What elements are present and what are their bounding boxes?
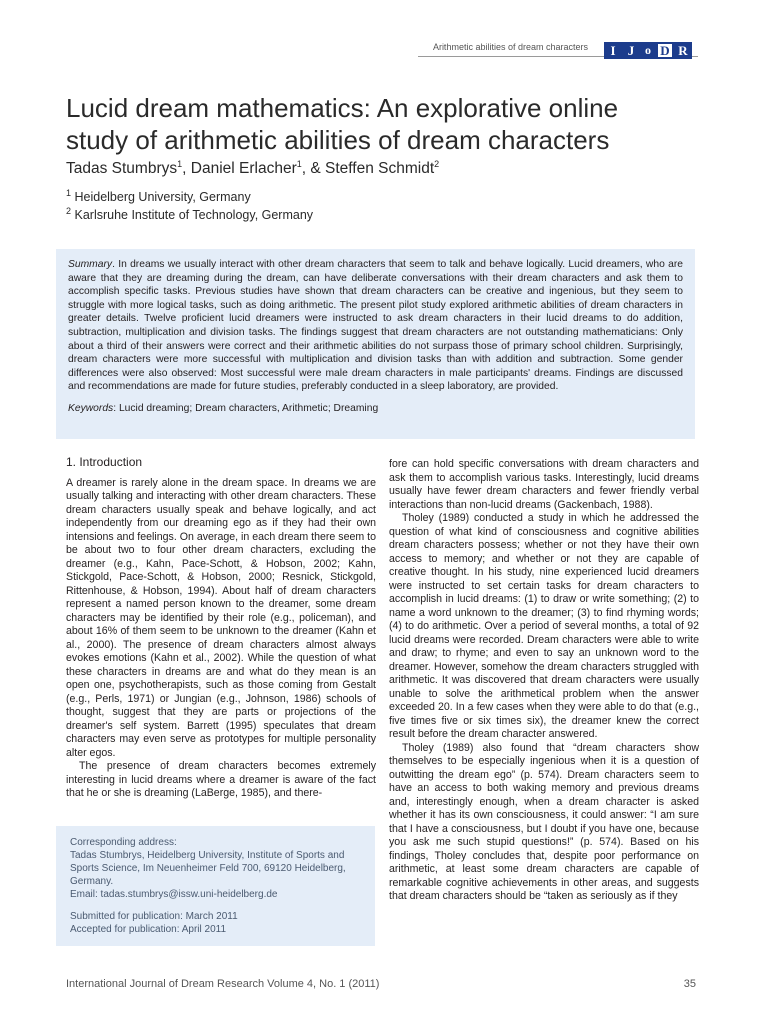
journal-footer: International Journal of Dream Research Volume 4, No. 1 (2011) bbox=[66, 978, 380, 990]
keywords-label: Keywords bbox=[68, 402, 114, 414]
affiliation-1 bbox=[66, 188, 251, 204]
author-2: , Daniel Erlacher bbox=[182, 160, 297, 178]
article-title bbox=[66, 92, 716, 156]
author-1-sup: 1 bbox=[177, 159, 183, 169]
accepted-date: Accepted for publication: April 2011 bbox=[70, 924, 227, 935]
logo-letter-d: D bbox=[656, 42, 674, 59]
right-paragraph-3: Tholey (1989) also found that “dream characters show themselves to be especially ingenious when it is a question of outwitting the dream ego” (p. 574). Dream characters seem to have an access to both waking memory and previous dreams and, interestingly enough, when a dream character is asked whether it has its own consciousness, it could answer: “I am sure that I have a consciousness, but I doubt if you have one, because you ask me such stupid questions!” (p. 574). Based on his findings, Tholey concludes that, despite poor performance on arithmetic, at least some dream characters are capable of remarkable cognitive achievements in other areas, and suggests that dream characters should be “taken as seriously as if they bbox=[389, 741, 699, 902]
correspondence-spacer bbox=[70, 901, 361, 910]
summary-box bbox=[56, 249, 695, 439]
logo-letter-r: R bbox=[674, 42, 692, 59]
running-head: Arithmetic abilities of dream characters bbox=[432, 42, 588, 52]
keywords-paragraph bbox=[68, 402, 683, 416]
correspondence-label: Corresponding address: bbox=[70, 837, 177, 848]
correspondence-address: Tadas Stumbrys, Heidelberg University, Institute of Sports and Sports Science, Im Neuenheimer Feld 700, 69120 Heidelberg, Germany. bbox=[70, 850, 346, 887]
right-paragraph-1: fore can hold specific conversations with dream characters and ask them to accomplish various tasks. Interestingly, lucid dreams usually have fewer dream characters and fewer friendly verbal interactions than non-lucid dreams (Gackenbach, 1988). bbox=[389, 458, 699, 511]
author-3-sup: 2 bbox=[434, 159, 440, 169]
submitted-date: Submitted for publication: March 2011 bbox=[70, 911, 238, 922]
author-1: Tadas Stumbrys bbox=[66, 160, 178, 178]
logo-letter-o: o bbox=[640, 42, 656, 59]
journal-logo bbox=[604, 42, 696, 59]
right-column bbox=[389, 458, 699, 904]
intro-paragraph-1: A dreamer is rarely alone in the dream space. In dreams we are usually talking and interacting with other dream characters. These dream characters usually speak and behave logically, and act independently from our dreaming ego as if they had their own intensions and feelings. On average, in each dream there seem to be about two to four other dream characters, excluding the dreamer (e.g., Kahn, Pace-Schott, & Hobson, 2002; Kahn, Stickgold, Pace-Schott, & Hobson, 2000; Resnick, Stickgold, Rittenhouse, & Hobson, 1994). About half of dream characters represent a named person known to the dreamer, some dream characters may be identified by their role (e.g., policeman), and about 16% of them seem to be unknown to the dreamer (Kahn et al., 2000). The presence of dream characters almost always evokes emotions (Kahn et al., 2002). While the question of what these characters in dreams are and what do they mean is an open one, psychotherapists, such as those coming from Gestalt (e.g., Perls, 1971) or Jungian (e.g., Johnson, 1986) schools of thought, suggest that they are parts or projections of the dreamer's self system. Barrett (1995) speculates that dream characters may even serve as prototypes for multiple personality alter egos. bbox=[66, 476, 376, 759]
page-number: 35 bbox=[683, 978, 696, 990]
author-list bbox=[66, 159, 439, 178]
right-paragraph-2: Tholey (1989) conducted a study in which he addressed the question of what kind of consciousness and cognitive abilities dream characters possess; whether or not they have their own access to memory; and whether or not they are capable of creative thought. In his study, nine experienced lucid dreamers were instructed to set certain tasks for dream characters to accomplish in lucid dreams: (1) to draw or write something; (2) to name a word unknown to the dreamer; (3) to find rhyming words; (4) to do arithmetic. Over a period of several months, a total of 92 lucid dreams were recorded. Dream characters were able to write and draw; to rhyme; and even to say an unknown word to the dreamer. However, somehow the dream characters struggled with arithmetic. It was discovered that dream characters were usually unable to solve the arithmetical problem when the answer exceeded 20. In a few cases when they were able to do that (e.g., five times five or six times six), the dreamer knew the correct result before the dream character answered. bbox=[389, 512, 699, 740]
logo-letter-j: J bbox=[622, 42, 640, 59]
title-line-1: Lucid dream mathematics: An explorative online bbox=[66, 93, 619, 123]
keywords-text: : Lucid dreaming; Dream characters, Arithmetic; Dreaming bbox=[113, 402, 379, 414]
section-heading-introduction: 1. Introduction bbox=[66, 455, 143, 469]
intro-paragraph-2: The presence of dream characters becomes extremely interesting in lucid dreams where a dreamer is aware of the fact that he or she is dreaming (LaBerge, 1985), and there- bbox=[66, 760, 376, 799]
correspondence-box bbox=[56, 826, 375, 946]
left-column bbox=[66, 456, 376, 801]
affiliation-2 bbox=[66, 206, 313, 222]
title-line-2: study of arithmetic abilities of dream characters bbox=[66, 125, 610, 155]
author-2-sup: 1 bbox=[296, 159, 302, 169]
logo-letter-i: I bbox=[604, 42, 622, 59]
affiliation-2-sup: 2 bbox=[66, 206, 72, 216]
summary-text: . In dreams we usually interact with other dream characters that seem to talk and behave logically. Lucid dreamers, who are aware that they are dreaming during the dream, can have deliberate conversations with their dream characters and ask them to accomplish specific tasks. Previous studies have shown that dream characters can be creative and ingenious, but they seem to struggle with more logical tasks, such as doing arithmetic. The present pilot study explored arithmetic abilities of dream characters in greater details. Twelve proficient lucid dreamers were instructed to ask dream characters in their lucid dreams to do addition, subtraction, multiplication and division tasks. The findings suggest that dream characters are not outstanding mathematicians: Only about a third of their answers were correct and their arithmetic abilities do not surpass those of primary school children. Surprisingly, dream characters were more successful with multiplication and division tasks than with addition and subtraction. Some gender differences were also observed: Most successful were male dream characters in male participants' dreams. Findings are discussed and recommendations are made for future studies, preferably conducted in a sleep laboratory, are provided. bbox=[68, 259, 683, 393]
correspondence-email: Email: tadas.stumbrys@issw.uni-heidelberg.de bbox=[70, 889, 278, 900]
author-3: , & Steffen Schmidt bbox=[301, 160, 435, 178]
summary-label: Summary bbox=[68, 259, 113, 270]
summary-paragraph bbox=[68, 258, 683, 394]
affiliation-2-text: Karlsruhe Institute of Technology, Germany bbox=[71, 208, 314, 223]
affiliation-1-text: Heidelberg University, Germany bbox=[71, 190, 251, 205]
affiliation-1-sup: 1 bbox=[66, 188, 72, 198]
